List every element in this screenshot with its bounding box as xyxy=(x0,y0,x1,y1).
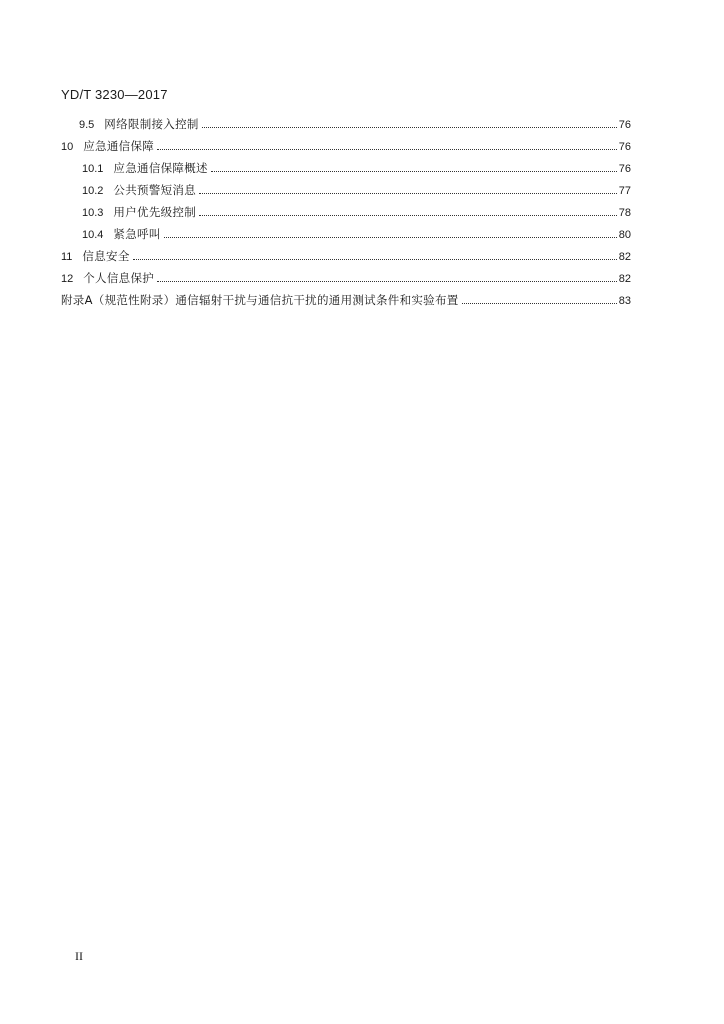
toc-entry-title: 附录A（规范性附录）通信辐射干扰与通信抗干扰的通用测试条件和实验布置 xyxy=(61,293,459,307)
toc-dot-leader xyxy=(211,171,617,172)
toc-entry-page: 82 xyxy=(618,273,631,285)
toc-dot-leader xyxy=(199,193,617,194)
toc-entry-title: 公共预警短消息 xyxy=(113,183,197,197)
toc-dot-leader xyxy=(164,237,617,238)
toc-entry-title: 应急通信保障概述 xyxy=(113,161,208,175)
toc-entry-number: 10.2 xyxy=(82,185,104,197)
toc-entry-title: 网络限制接入控制 xyxy=(104,117,199,131)
toc-entry-11[interactable] xyxy=(61,245,631,267)
toc-entry-page: 77 xyxy=(618,185,631,197)
toc-entry-10[interactable] xyxy=(61,135,631,157)
page-number: II xyxy=(75,949,83,963)
toc-entry-page: 76 xyxy=(618,119,631,131)
toc-entry-9-5[interactable] xyxy=(61,113,631,135)
toc-entry-page: 78 xyxy=(618,207,631,219)
toc-entry-number: 12 xyxy=(61,273,74,285)
toc-dot-leader xyxy=(133,259,617,260)
toc-entry-number: 10.3 xyxy=(82,207,104,219)
toc-entry-number: 9.5 xyxy=(79,119,95,131)
toc-dot-leader xyxy=(462,303,617,304)
toc-entry-page: 82 xyxy=(618,251,631,263)
toc-entry-10-2[interactable] xyxy=(61,179,631,201)
toc-entry-page: 76 xyxy=(618,163,631,175)
toc-entry-title: 个人信息保护 xyxy=(83,271,155,285)
toc-entry-12[interactable] xyxy=(61,267,631,289)
toc-entry-number: 11 xyxy=(61,251,73,263)
toc-dot-leader xyxy=(157,281,617,282)
toc-entry-number: 10.4 xyxy=(82,229,104,241)
toc-entry-title: 信息安全 xyxy=(82,249,130,263)
toc-entry-title: 紧急呼叫 xyxy=(113,227,161,241)
toc-entry-page: 76 xyxy=(618,141,631,153)
toc-entry-number: 10 xyxy=(61,141,74,153)
table-of-contents xyxy=(61,113,631,311)
toc-entry-page: 80 xyxy=(618,229,631,241)
toc-entry-title: 应急通信保障 xyxy=(83,139,155,153)
toc-entry-10-4[interactable] xyxy=(61,223,631,245)
toc-entry-10-1[interactable] xyxy=(61,157,631,179)
document-code: YD/T 3230—2017 xyxy=(61,87,168,102)
toc-dot-leader xyxy=(157,149,617,150)
toc-dot-leader xyxy=(202,127,617,128)
toc-dot-leader xyxy=(199,215,617,216)
toc-entry-number: 10.1 xyxy=(82,163,104,175)
toc-entry-appendix-a[interactable] xyxy=(61,289,631,311)
toc-entry-title: 用户优先级控制 xyxy=(113,205,197,219)
toc-entry-page: 83 xyxy=(618,295,631,307)
toc-entry-10-3[interactable] xyxy=(61,201,631,223)
